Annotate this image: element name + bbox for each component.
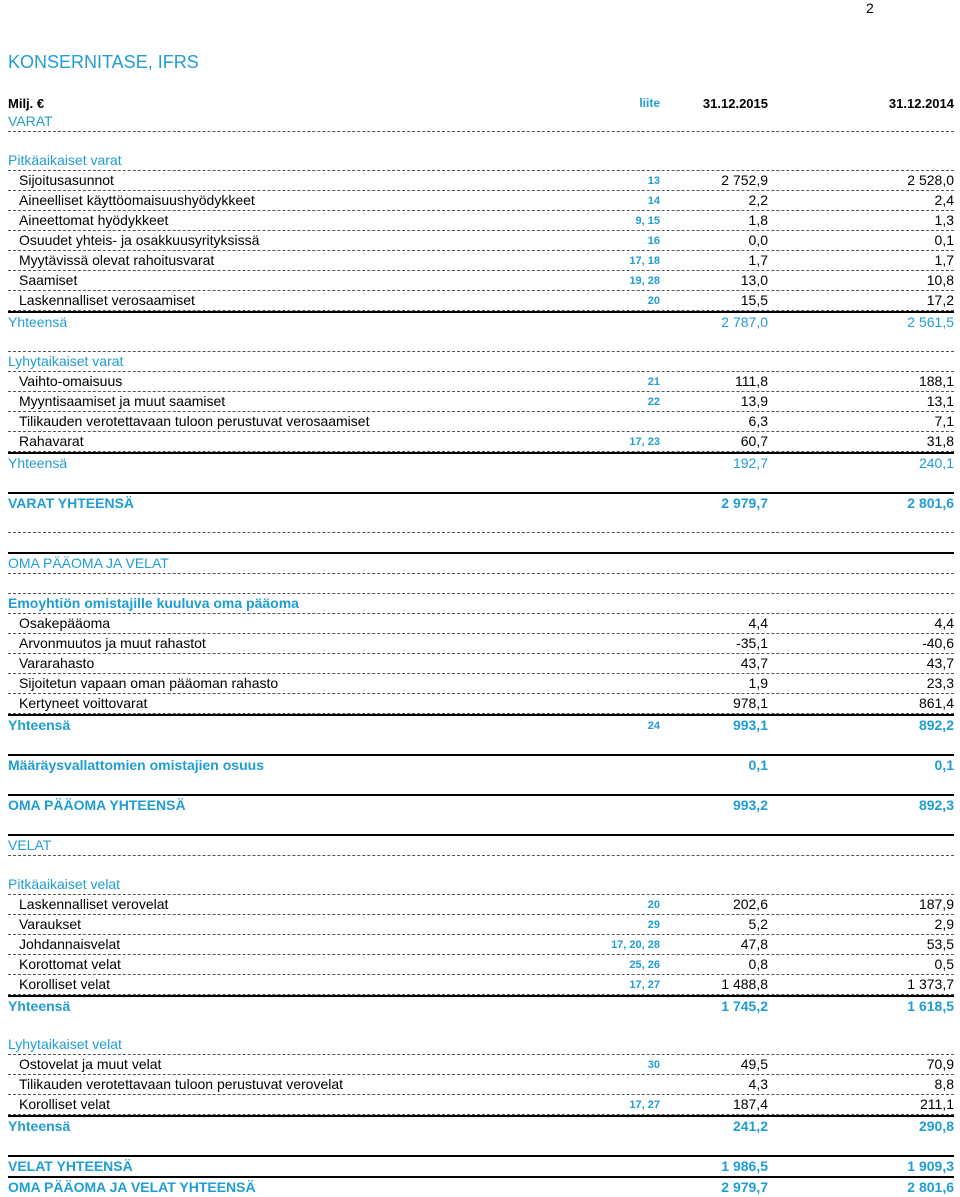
table-row [8, 432, 954, 452]
table-row [8, 614, 954, 634]
value-2015: 2 752,9 [721, 172, 768, 188]
table-row [8, 975, 954, 995]
table-row [8, 1055, 954, 1075]
total-row [8, 794, 954, 815]
row-label: Yhteensä [8, 1118, 71, 1134]
value-2015: 13,9 [740, 393, 768, 409]
value-2014: 892,3 [918, 797, 954, 813]
row-label: Vararahasto [19, 655, 95, 671]
row-label: Laskennalliset verosaamiset [19, 292, 195, 308]
page-number: 2 [866, 0, 874, 16]
row-label: Myytävissä olevat rahoitusvarat [19, 252, 215, 268]
value-2015: 241,2 [732, 1118, 768, 1134]
row-label: Johdannaisvelat [19, 936, 121, 952]
value-2015: 111,8 [735, 373, 768, 389]
column-header [8, 96, 954, 112]
row-label: VELAT [8, 837, 52, 853]
table-row [8, 372, 954, 392]
value-2014: 2,4 [934, 192, 954, 208]
value-2015: 978,1 [732, 695, 768, 711]
value-2015: 2 979,7 [721, 1179, 768, 1195]
table-row [8, 634, 954, 654]
value-2014: 31,8 [926, 433, 954, 449]
value-2015: 4,3 [748, 1076, 768, 1092]
spacer-row [8, 1136, 954, 1155]
year-2015-label: 31.12.2015 [702, 96, 768, 111]
section-heading [8, 352, 954, 372]
value-2014: 1 909,3 [907, 1158, 954, 1174]
value-2014: -40,6 [922, 635, 954, 651]
value-2015: 0,1 [748, 757, 768, 773]
spacer-row [8, 533, 954, 552]
total-row [8, 492, 954, 513]
spacer-row [8, 132, 954, 151]
table-row [8, 895, 954, 915]
value-2015: 1,9 [748, 675, 768, 691]
year-2014-label: 31.12.2014 [888, 96, 954, 111]
row-label: Lyhytaikaiset varat [8, 353, 124, 369]
row-label: Sijoitetun vapaan oman pääoman rahasto [19, 675, 279, 691]
value-2014: 0,1 [934, 232, 954, 248]
value-2015: 2 979,7 [721, 495, 768, 511]
total-row [8, 1176, 954, 1197]
table-row [8, 915, 954, 935]
table-row [8, 955, 954, 975]
row-label: Pitkäaikaiset velat [8, 876, 121, 892]
table-row [8, 251, 954, 271]
value-2015: 60,7 [740, 433, 768, 449]
spacer-row [8, 1016, 954, 1035]
table-row [8, 694, 954, 714]
value-2015: 1,8 [748, 212, 768, 228]
value-2015: 993,2 [732, 797, 768, 813]
note-reference: 17, 20, 28 [611, 939, 660, 951]
row-label: Määräysvallattomien omistajien osuus [8, 757, 264, 773]
value-2014: 1 373,7 [907, 976, 954, 992]
spacer-row [8, 473, 954, 492]
section-heading [8, 552, 954, 574]
value-2015: 192,7 [732, 455, 768, 471]
section-heading [8, 151, 954, 171]
table-row [8, 291, 954, 311]
value-2014: 290,8 [918, 1118, 954, 1134]
value-2015: 1 488,8 [721, 976, 768, 992]
table-row [8, 271, 954, 291]
section-heading [8, 594, 954, 614]
table-row [8, 935, 954, 955]
total-row [8, 452, 954, 473]
note-reference: 21 [647, 376, 660, 388]
note-reference: 17, 27 [629, 1099, 660, 1111]
value-2014: 240,1 [918, 455, 954, 471]
table-row [8, 171, 954, 191]
row-label: Laskennalliset verovelat [19, 896, 169, 912]
unit-label: Milj. € [8, 96, 45, 111]
note-reference: 17, 18 [629, 255, 660, 267]
value-2015: -35,1 [736, 635, 768, 651]
row-label: Korottomat velat [19, 956, 121, 972]
table-row [8, 412, 954, 432]
table-row [8, 1075, 954, 1095]
value-2014: 2 801,6 [907, 1179, 954, 1195]
value-2014: 2 528,0 [907, 172, 954, 188]
note-reference: 9, 15 [635, 215, 660, 227]
page-title: KONSERNITASE, IFRS [8, 52, 199, 72]
row-label: Sijoitusasunnot [19, 172, 114, 188]
note-reference: 20 [647, 899, 660, 911]
row-label: VARAT [8, 113, 53, 129]
value-2015: 15,5 [740, 292, 768, 308]
row-label: OMA PÄÄOMA JA VELAT [8, 555, 169, 571]
row-label: Lyhytaikaiset velat [8, 1036, 122, 1052]
value-2014: 861,4 [918, 695, 954, 711]
note-reference: 13 [647, 175, 660, 187]
row-label: Myyntisaamiset ja muut saamiset [19, 393, 226, 409]
value-2015: 202,6 [732, 896, 768, 912]
value-2014: 187,9 [918, 896, 954, 912]
note-reference: 22 [647, 396, 660, 408]
row-label: Osakepääoma [19, 615, 111, 631]
value-2015: 2,2 [748, 192, 768, 208]
row-label: Osuudet yhteis- ja osakkuusyrityksissä [19, 232, 260, 248]
value-2014: 7,1 [934, 413, 954, 429]
row-label: Yhteensä [8, 717, 71, 733]
row-label: Korolliset velat [19, 976, 111, 992]
row-label: Vaihto-omaisuus [19, 373, 123, 389]
note-reference: 25, 26 [629, 959, 660, 971]
value-2014: 17,2 [926, 292, 954, 308]
value-2015: 1 986,5 [721, 1158, 768, 1174]
note-reference: 24 [647, 720, 660, 732]
section-heading [8, 834, 954, 856]
note-reference: 29 [647, 919, 660, 931]
row-label: Ostovelat ja muut velat [19, 1056, 162, 1072]
table-row [8, 211, 954, 231]
value-2015: 0,8 [748, 956, 768, 972]
value-2014: 0,5 [934, 956, 954, 972]
value-2015: 1 745,2 [721, 998, 768, 1014]
total-row [8, 995, 954, 1016]
value-2015: 5,2 [748, 916, 768, 932]
value-2015: 1,7 [748, 252, 768, 268]
row-label: Tilikauden verotettavaan tuloon perustuvat verovelat [19, 1076, 344, 1092]
value-2014: 13,1 [926, 393, 954, 409]
value-2014: 2 801,6 [907, 495, 954, 511]
value-2015: 13,0 [740, 272, 768, 288]
table-row [8, 231, 954, 251]
section-heading [8, 1035, 954, 1055]
table-row [8, 654, 954, 674]
table-row [8, 392, 954, 412]
row-label: Varaukset [19, 916, 81, 932]
row-label: Yhteensä [8, 998, 71, 1014]
note-reference: 19, 28 [629, 275, 660, 287]
value-2014: 10,8 [926, 272, 954, 288]
row-label: Emoyhtiön omistajille kuuluva oma pääoma [8, 595, 299, 611]
row-label: Saamiset [19, 272, 78, 288]
total-row [8, 1115, 954, 1136]
row-label: Kertyneet voittovarat [19, 695, 148, 711]
row-label: Yhteensä [8, 314, 68, 330]
row-label: VARAT YHTEENSÄ [8, 495, 135, 511]
section-heading [8, 112, 954, 132]
value-2014: 70,9 [926, 1056, 954, 1072]
table-row [8, 1095, 954, 1115]
spacer-row [8, 574, 954, 594]
value-2014: 2,9 [934, 916, 954, 932]
value-2014: 211,1 [920, 1096, 954, 1112]
row-label: Arvonmuutos ja muut rahastot [19, 635, 206, 651]
value-2014: 4,4 [934, 615, 954, 631]
spacer-row [8, 775, 954, 794]
value-2015: 993,1 [732, 717, 768, 733]
section-heading [8, 875, 954, 895]
spacer-row [8, 332, 954, 352]
row-label: OMA PÄÄOMA YHTEENSÄ [8, 797, 186, 813]
value-2014: 8,8 [934, 1076, 954, 1092]
value-2014: 1,3 [934, 212, 954, 228]
note-column-label: liite [639, 96, 660, 110]
spacer-row [8, 815, 954, 834]
value-2015: 49,5 [740, 1056, 768, 1072]
value-2015: 187,4 [732, 1096, 768, 1112]
value-2014: 0,1 [934, 757, 954, 773]
row-label: Korolliset velat [19, 1096, 111, 1112]
value-2014: 892,2 [918, 717, 954, 733]
total-row [8, 311, 954, 332]
row-label: Aineettomat hyödykkeet [19, 212, 169, 228]
value-2015: 43,7 [740, 655, 768, 671]
row-label: Tilikauden verotettavaan tuloon perustuvat verosaamiset [19, 413, 370, 429]
note-reference: 17, 27 [629, 979, 660, 991]
note-reference: 20 [647, 295, 660, 307]
value-2015: 47,8 [740, 936, 768, 952]
spacer-row [8, 735, 954, 754]
spacer-row [8, 856, 954, 875]
spacer-row [8, 513, 954, 533]
value-2015: 2 787,0 [721, 314, 768, 330]
value-2014: 1 618,5 [907, 998, 954, 1014]
total-row [8, 1155, 954, 1176]
table-row [8, 191, 954, 211]
value-2014: 2 561,5 [907, 314, 954, 330]
balance-sheet-table [8, 112, 954, 1197]
value-2015: 4,4 [748, 615, 768, 631]
value-2015: 0,0 [748, 232, 768, 248]
value-2014: 43,7 [926, 655, 954, 671]
value-2014: 23,3 [926, 675, 954, 691]
note-reference: 14 [647, 195, 660, 207]
row-label: Yhteensä [8, 455, 68, 471]
note-reference: 17, 23 [629, 436, 660, 448]
note-reference: 16 [647, 235, 660, 247]
table-row [8, 674, 954, 694]
note-reference: 30 [647, 1059, 660, 1071]
value-2014: 53,5 [926, 936, 954, 952]
row-label: Aineelliset käyttöomaisuushyödykkeet [19, 192, 255, 208]
value-2014: 188,1 [918, 373, 954, 389]
total-row [8, 714, 954, 735]
row-label: VELAT YHTEENSÄ [8, 1158, 133, 1174]
row-label: Pitkäaikaiset varat [8, 152, 122, 168]
value-2014: 1,7 [934, 252, 954, 268]
row-label: Rahavarat [19, 433, 84, 449]
total-row [8, 754, 954, 775]
value-2015: 6,3 [748, 413, 768, 429]
row-label: OMA PÄÄOMA JA VELAT YHTEENSÄ [8, 1179, 256, 1195]
